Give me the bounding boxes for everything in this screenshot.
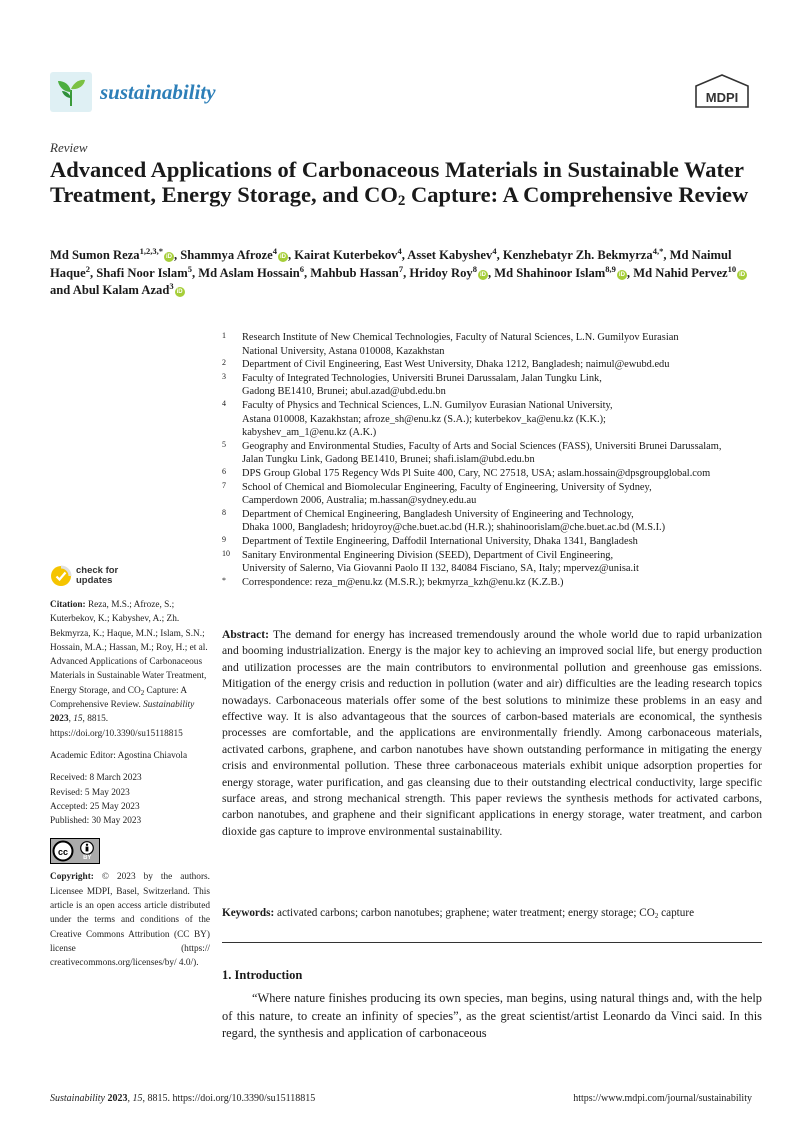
citation-text: Reza, M.S.; Afroze, S.; Kuterbekov, K.; Kabyshev, A.; Zh. Bekmyrza, K.; Haque, M.N.; Islam, S.N.; Hossain, M.A.; Hassan, M.; Roy, H.; et al. Advanced Applications of Carbonaceous Materials in Sustainable Water Treatment, Energy Storage, and CO bbox=[50, 600, 208, 696]
copyright-text: © 2023 by the authors. Licensee MDPI, Basel, Switzerland. This article is an open access article distributed under the terms and conditions of the Creative Commons Attribution (CC BY) license (https:// creativecommons.org/licenses/by/ 4.0/). bbox=[50, 872, 210, 969]
section-heading-introduction: 1. Introduction bbox=[222, 968, 303, 982]
affiliation-line: Gadong BE1410, Brunei; abul.azad@ubd.edu.bn bbox=[242, 386, 446, 398]
citation-doi-link[interactable]: https://doi.org/10.3390/su15118815 bbox=[50, 728, 183, 739]
footer-doi-link[interactable]: , 8815. https://doi.org/10.3390/su15118815 bbox=[142, 1093, 316, 1104]
affiliation-line: Research Institute of New Chemical Technologies, Faculty of Natural Sciences, L.N. Gumilyov Eurasian bbox=[242, 332, 679, 343]
orcid-icon[interactable]: iD bbox=[618, 271, 625, 278]
author-separator: , bbox=[626, 265, 634, 280]
affiliation-line: School of Chemical and Biomolecular Engineering, Faculty of Engineering, University of Sydney, bbox=[242, 481, 652, 493]
author-affiliation-sup: 2 bbox=[85, 263, 90, 274]
author-name: Md Shahinoor Islam bbox=[494, 265, 606, 280]
citation bbox=[50, 598, 210, 741]
affiliation-item bbox=[222, 467, 762, 481]
author-name: Kairat Kuterbekov bbox=[294, 248, 398, 262]
check-for-updates-button[interactable] bbox=[50, 565, 118, 587]
affiliation-line: University of Salerno, Via Giovanni Paolo II 132, 84084 Fisciano, SA, Italy; mpervez@unisa.it bbox=[242, 563, 639, 575]
received-date: Received: 8 March 2023 bbox=[50, 773, 142, 784]
author-separator: , bbox=[89, 265, 97, 280]
section-divider bbox=[222, 942, 762, 943]
affiliation-number: * bbox=[222, 575, 226, 585]
affiliation-item bbox=[222, 358, 762, 372]
title-text: Advanced Applications of Carbonaceous Materials in Sustainable Water Treatment, Energy Storage, and CO bbox=[50, 157, 744, 207]
accepted-date: Accepted: 25 May 2023 bbox=[50, 801, 140, 812]
article-title bbox=[50, 157, 770, 207]
affiliation-line: kabyshev_am_1@enu.kz (A.K.) bbox=[242, 427, 377, 439]
author-affiliation-sup: 8 bbox=[472, 263, 477, 274]
affiliation-item bbox=[222, 576, 762, 590]
affiliation-item bbox=[222, 481, 762, 508]
author-affiliation-sup: 4,* bbox=[652, 246, 664, 256]
affiliation-number: 2 bbox=[222, 358, 226, 368]
author-name: Md Nahid Pervez bbox=[633, 265, 728, 280]
affiliation-line: Camperdown 2006, Australia; m.hassan@sydney.edu.au bbox=[242, 495, 477, 507]
author-separator: , bbox=[303, 265, 311, 280]
abstract-text: The demand for energy has increased tremendously around the whole world due to rapid urbanization and booming industrialization. Energy is the major key to achieving an improved social life, but energy production and utilization processes are the main contributors to environmental pollution and greenhouse gas emissions. Mitigation of the energy crisis and reduction in pollution (water and air) difficulties are the leading research topics nowadays. Carbonaceous materials offer some of the best solutions to minimize these problems in an easy and effective way. It is also advantageous that the sources of carbon-based materials are economical, the synthesis processes are comfortable, and the applications are environmentally friendly. Among carbonaceous materials, activated carbons, graphene, and carbon nanotubes have shown outstanding performance in mitigating the energy crisis and environmental pollution. These three carbonaceous materials exhibit unique adsorption properties for energy storage, water purification, and gas cleansing due to their outstanding electrical conductivity, large specific surface areas, and strong mechanical strength. This paper reviews the synthesis methods for activated carbons, carbon nanotubes, and graphene and their significant applications in energy storage, water treatment, and carbon dioxide gas capture to improve environmental sustainability. bbox=[222, 628, 762, 838]
title-text-end: Capture: A Comprehensive Review bbox=[405, 182, 749, 207]
orcid-icon[interactable]: iD bbox=[165, 254, 172, 260]
author-name: Kenzhebatyr Zh. Bekmyrza bbox=[502, 248, 653, 262]
author-affiliation-sup: 4 bbox=[492, 246, 497, 256]
affiliation-item bbox=[222, 549, 762, 576]
keywords-subscript: 2 bbox=[654, 912, 659, 920]
author-affiliation-sup: 7 bbox=[398, 263, 404, 274]
citation-text-end: Capture: A Comprehensive Review. bbox=[50, 685, 187, 711]
orcid-icon[interactable]: iD bbox=[739, 271, 746, 278]
affiliation-number: 5 bbox=[222, 439, 226, 449]
citation-journal: Sustainability bbox=[143, 700, 195, 711]
affiliation-line: Faculty of Integrated Technologies, Universiti Brunei Darussalam, Jalan Tungku Link, bbox=[242, 372, 602, 384]
affiliation-line: Jalan Tungku Link, Gadong BE1410, Brunei; shafi.islam@ubd.edu.bn bbox=[242, 454, 535, 466]
orcid-icon[interactable]: iD bbox=[479, 271, 486, 278]
affiliation-item bbox=[222, 440, 762, 467]
keywords-text: activated carbons; carbon nanotubes; graphene; water treatment; energy storage; CO bbox=[274, 907, 655, 919]
author-affiliation-sup: 6 bbox=[299, 263, 304, 274]
affiliation-item bbox=[222, 535, 762, 549]
author-name: Shammya Afroze bbox=[180, 248, 273, 262]
by-label: BY bbox=[83, 854, 92, 861]
introduction-paragraph: “Where nature finishes producing its own species, man begins, using natural things and, with the help of this nature, to create an infinity of species”, as the great scientist/artist Leonardo da Vinci said. In this regard, the synthesis and application of carbonaceous bbox=[222, 991, 762, 1040]
affiliation-line: Astana 010008, Kazakhstan; afroze_sh@enu.kz (S.A.); kuterbekov_ka@enu.kz (K.K.); bbox=[242, 413, 606, 425]
revised-date: Revised: 5 May 2023 bbox=[50, 787, 130, 798]
author-separator: , bbox=[403, 265, 410, 280]
author-affiliation-sup: 3 bbox=[169, 281, 174, 291]
affiliation-number: 1 bbox=[222, 331, 226, 340]
orcid-icon[interactable]: iD bbox=[176, 289, 183, 295]
author-name: Mahbub Hassan bbox=[310, 265, 399, 280]
abstract bbox=[222, 627, 762, 840]
attribution-icon bbox=[75, 839, 99, 863]
affiliations bbox=[222, 331, 762, 589]
affiliation-line: Dhaka 1000, Bangladesh; hridoyroy@che.buet.ac.bd (H.R.); shahinoorislam@che.buet.ac.bd (M.S.I.) bbox=[242, 522, 666, 534]
check-updates-line2: updates bbox=[76, 575, 113, 586]
affiliation-number: 4 bbox=[222, 398, 226, 408]
author-separator: , bbox=[287, 248, 295, 262]
affiliation-line: Geography and Environmental Studies, Faculty of Arts and Social Sciences (FASS), Universiti Brunei Darussalam, bbox=[242, 440, 722, 452]
copyright-label: Copyright: bbox=[50, 872, 94, 883]
affiliation-number: 7 bbox=[222, 480, 226, 490]
author-separator: , bbox=[173, 248, 181, 262]
footer-year: 2023 bbox=[105, 1093, 128, 1104]
affiliation-line: Department of Textile Engineering, Daffodil International University, Dhaka 1341, Bangladesh bbox=[242, 535, 638, 547]
mdpi-logo[interactable] bbox=[694, 74, 750, 113]
author-separator: , bbox=[496, 248, 503, 262]
footer-volume: , 15 bbox=[127, 1093, 143, 1104]
author-separator: , bbox=[663, 248, 670, 262]
author-name: Abul Kalam Azad bbox=[72, 283, 170, 297]
author-name: Asset Kabyshev bbox=[407, 248, 493, 262]
author-separator: and bbox=[50, 283, 73, 297]
citation-pages: , 8815. bbox=[82, 714, 109, 725]
citation-year: 2023 bbox=[50, 714, 69, 725]
citation-volume: , 15 bbox=[68, 714, 83, 725]
orcid-icon[interactable]: iD bbox=[279, 254, 286, 260]
footer-journal-url[interactable]: https://www.mdpi.com/journal/sustainability bbox=[573, 1093, 752, 1104]
author-name: Md Naimul Haque bbox=[50, 248, 732, 280]
affiliation-item bbox=[222, 399, 762, 440]
abstract-label: Abstract: bbox=[222, 628, 270, 641]
cc-label: cc bbox=[58, 847, 69, 858]
author-affiliation-sup: 8,9 bbox=[605, 263, 616, 274]
citation-subscript: 2 bbox=[140, 688, 145, 697]
author-separator: , bbox=[401, 248, 408, 262]
affiliation-number: 9 bbox=[222, 534, 226, 544]
affiliation-item bbox=[222, 508, 762, 535]
author-name: Md Sumon Reza bbox=[50, 248, 140, 262]
journal-logo[interactable] bbox=[50, 72, 216, 112]
affiliation-line: DPS Group Global 175 Regency Wds Pl Suite 400, Cary, NC 27518, USA; aslam.hossain@dpsgroupglobal.com bbox=[242, 467, 711, 479]
affiliation-number: 10 bbox=[222, 548, 230, 558]
creative-commons-icon bbox=[51, 839, 75, 863]
sidebar bbox=[50, 598, 210, 971]
author-name: Hridoy Roy bbox=[409, 265, 473, 280]
author-affiliation-sup: 5 bbox=[187, 263, 192, 274]
check-updates-line1: check for bbox=[76, 564, 119, 576]
keywords bbox=[222, 905, 762, 921]
affiliation-number: 6 bbox=[222, 466, 226, 476]
article-type: Review bbox=[50, 140, 88, 155]
author-affiliation-sup: 4 bbox=[397, 246, 402, 256]
author-separator: , bbox=[487, 265, 495, 280]
publisher-name: MDPI bbox=[705, 90, 739, 105]
author-affiliation-sup: 10 bbox=[727, 263, 737, 274]
seedling-icon bbox=[50, 72, 92, 112]
affiliation-line: Department of Chemical Engineering, Bangladesh University of Engineering and Technology, bbox=[242, 508, 634, 520]
published-date: Published: 30 May 2023 bbox=[50, 816, 142, 827]
affiliation-item bbox=[222, 331, 762, 358]
keywords-label: Keywords: bbox=[222, 907, 275, 919]
footer-citation bbox=[50, 1093, 315, 1104]
journal-name: sustainability bbox=[100, 79, 216, 104]
keywords-text-end: capture bbox=[658, 907, 695, 919]
author-name: Md Aslam Hossain bbox=[198, 265, 300, 280]
affiliation-item bbox=[222, 372, 762, 399]
citation-label: Citation: bbox=[50, 600, 86, 610]
cc-by-license-badge[interactable] bbox=[50, 838, 100, 864]
affiliation-line: Sanitary Environmental Engineering Division (SEED), Department of Civil Engineering, bbox=[242, 549, 614, 561]
author-affiliation-sup: 1,2,3,* bbox=[139, 246, 163, 256]
author-name: Shafi Noor Islam bbox=[96, 265, 188, 280]
affiliation-line: Department of Civil Engineering, East West University, Dhaka 1212, Bangladesh; naimul@ewubd.edu bbox=[242, 359, 670, 371]
title-subscript: 2 bbox=[397, 193, 406, 209]
affiliation-number: 3 bbox=[222, 371, 226, 381]
affiliation-line: Faculty of Physics and Technical Sciences, L.N. Gumilyov Eurasian National University, bbox=[242, 399, 613, 411]
affiliation-line: Correspondence: reza_m@enu.kz (M.S.R.); bekmyrza_kzh@enu.kz (K.Z.B.) bbox=[242, 576, 564, 588]
footer-journal: Sustainability bbox=[50, 1093, 105, 1104]
author-affiliation-sup: 4 bbox=[272, 246, 277, 256]
author-list bbox=[50, 247, 770, 300]
author-separator: , bbox=[191, 265, 199, 280]
affiliation-number: 8 bbox=[222, 507, 226, 517]
affiliation-line: National University, Astana 010008, Kazakhstan bbox=[242, 345, 445, 357]
copyright-notice bbox=[50, 870, 210, 970]
academic-editor: Academic Editor: Agostina Chiavola bbox=[50, 750, 188, 761]
check-updates-icon bbox=[50, 565, 72, 587]
